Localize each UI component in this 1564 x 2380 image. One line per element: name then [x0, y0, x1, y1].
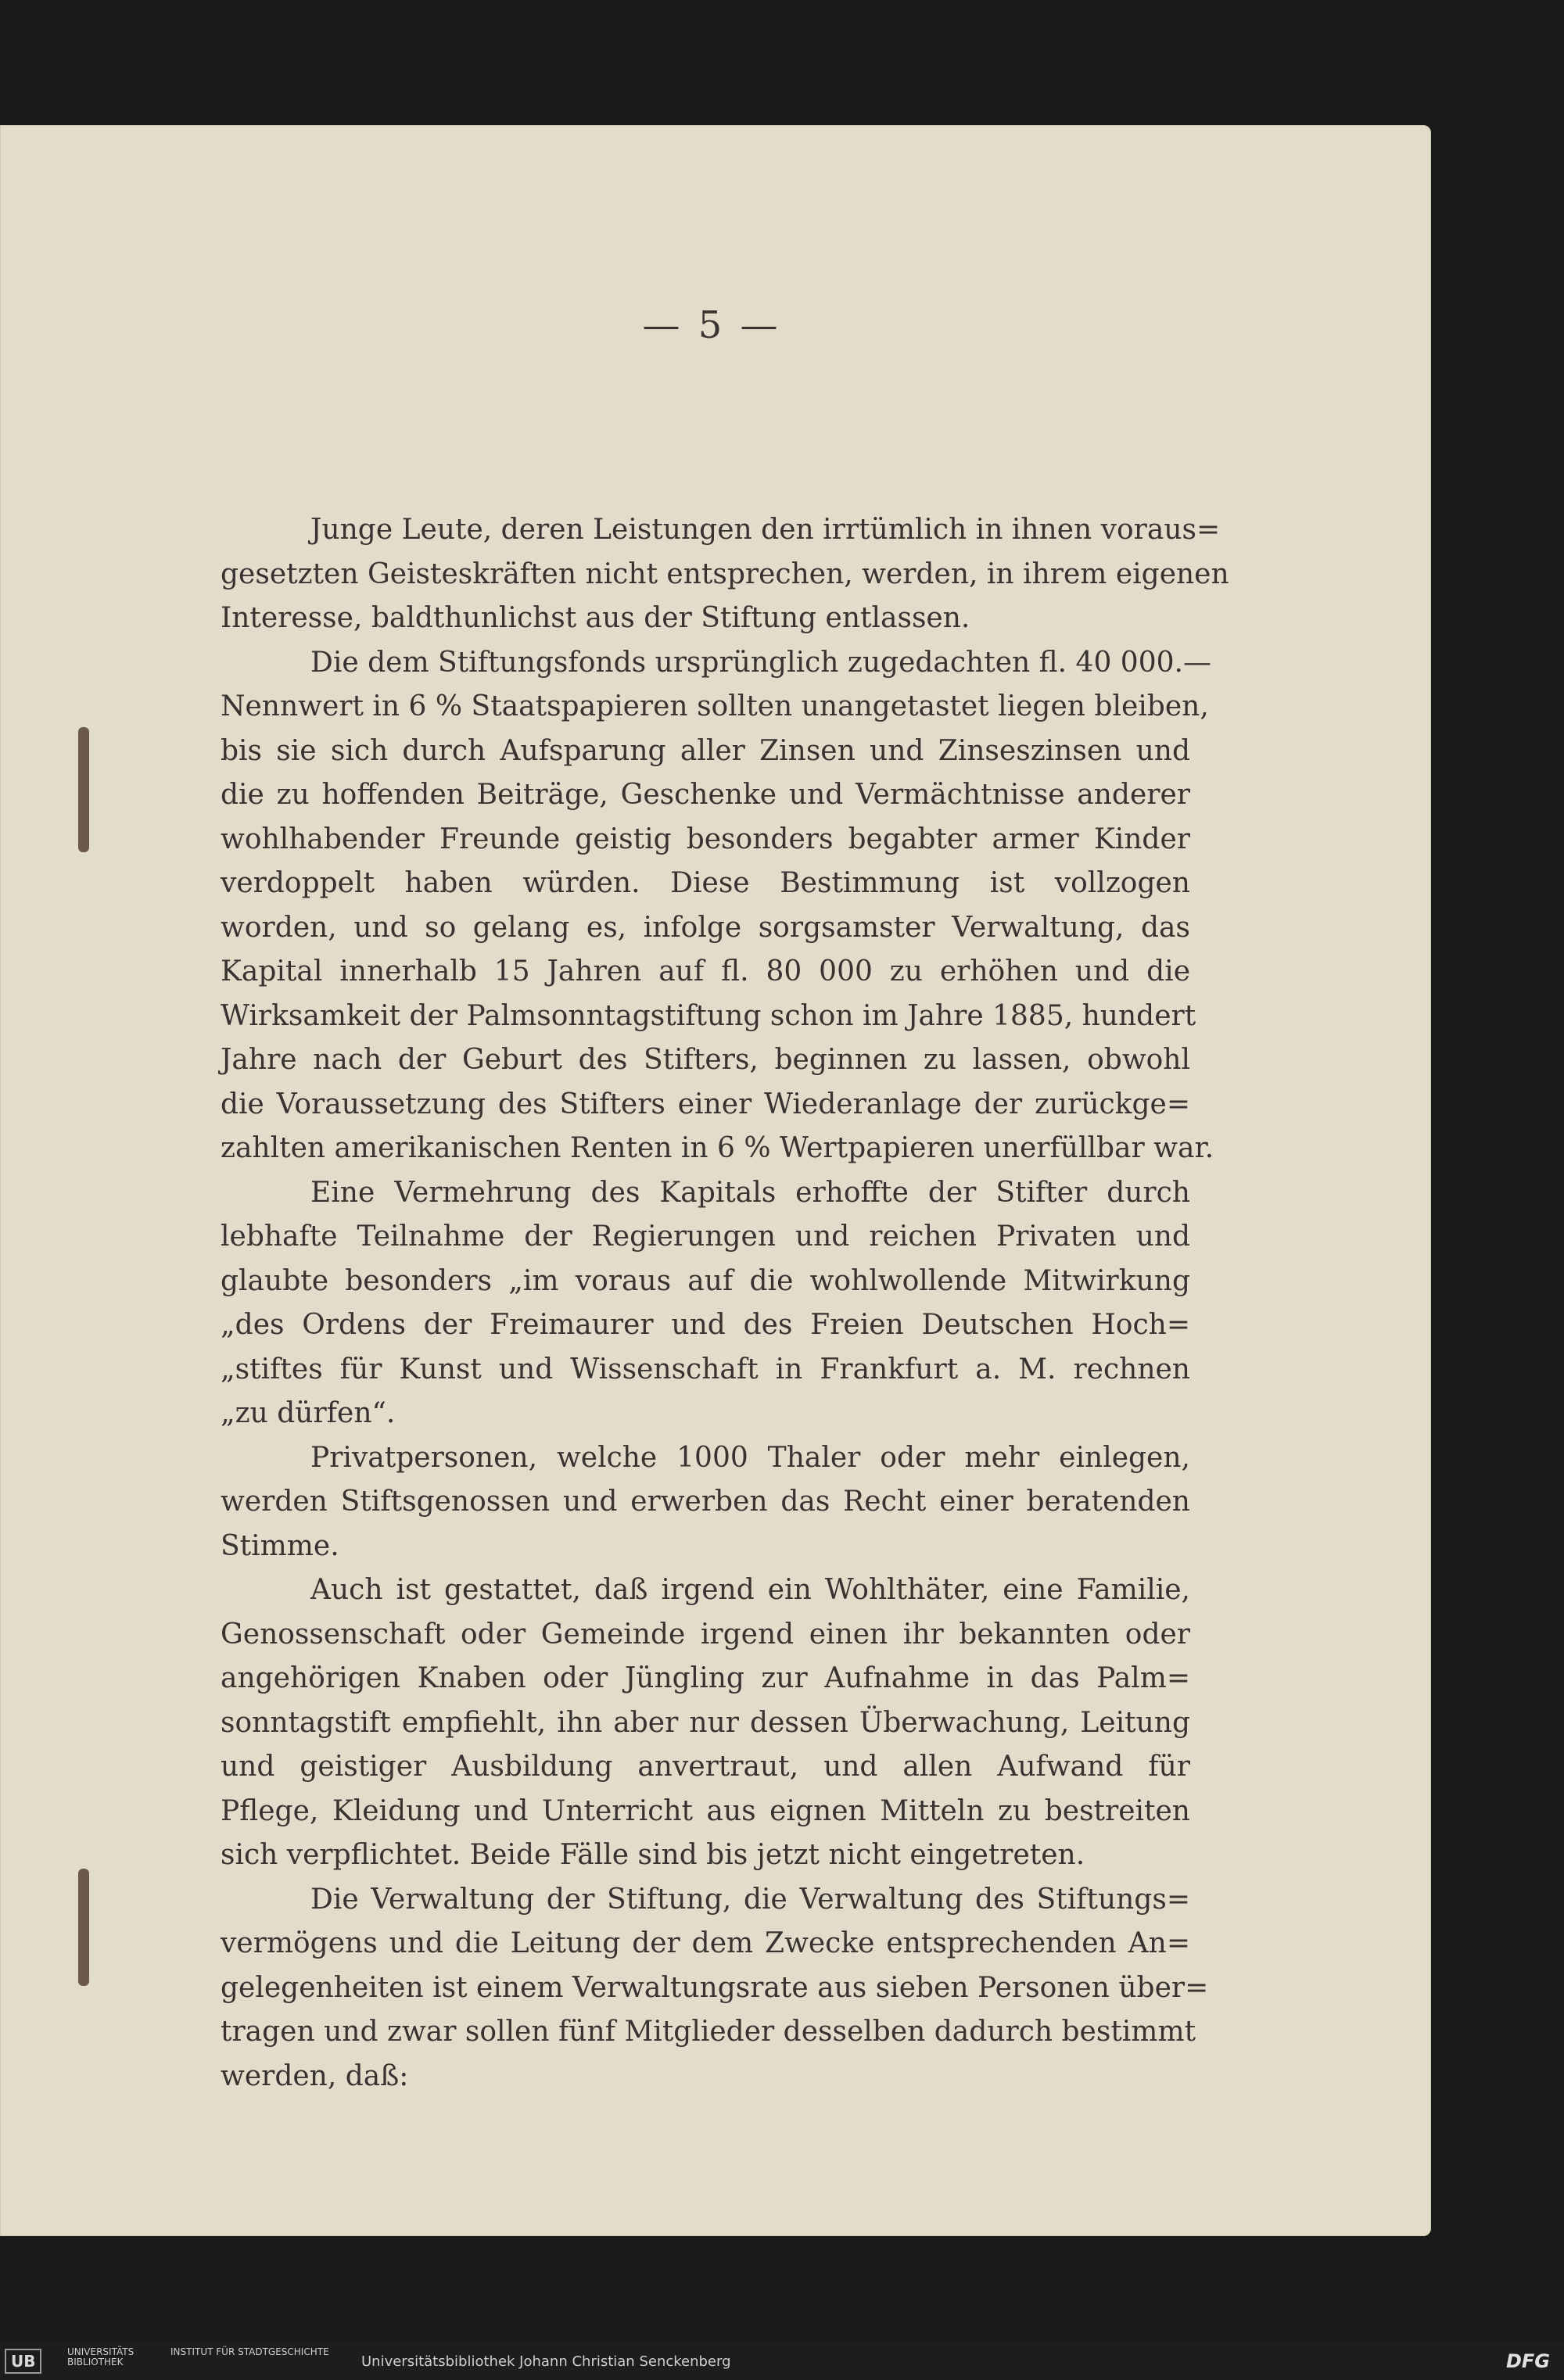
- text-line: tragen und zwar sollen fünf Mitglieder desselben dadurch bestimmt: [221, 2016, 1196, 2048]
- text-line: Auch ist gestattet, daß irgend ein Wohlthäter, eine Familie,: [310, 1574, 1190, 1606]
- institute-label: INSTITUT FÜR STADTGESCHICHTE: [170, 2346, 329, 2357]
- text-line: Wirksamkeit der Palmsonntagstiftung schon im Jahre 1885, hundert: [221, 999, 1196, 1032]
- text-line: Die Verwaltung der Stiftung, die Verwaltung des Stiftungs=: [310, 1883, 1190, 1916]
- text-line: Genossenschaft oder Gemeinde irgend einen ihr bekannten oder: [221, 1618, 1190, 1651]
- library-name: Universitätsbibliothek Johann Christian Senckenberg: [361, 2353, 731, 2370]
- binding-thread-bottom: [78, 1869, 89, 1986]
- text-line: Die dem Stiftungsfonds ursprünglich zugedachten fl. 40 000.—: [310, 646, 1211, 679]
- university-library-label: UNIVERSITÄTS BIBLIOTHEK: [67, 2346, 135, 2367]
- text-line: Privatpersonen, welche 1000 Thaler oder mehr einlegen,: [310, 1441, 1190, 1474]
- text-line: gesetzten Geisteskräften nicht entsprechen, werden, in ihrem eigenen: [221, 557, 1229, 590]
- text-line: „zu dürfen“.: [221, 1397, 396, 1429]
- text-line: lebhafte Teilnahme der Regierungen und reichen Privaten und: [221, 1220, 1190, 1253]
- text-line: werden, daß:: [221, 2059, 409, 2092]
- ub-logo: UB: [5, 2349, 41, 2374]
- text-line: verdoppelt haben würden. Diese Bestimmung ist vollzogen: [221, 867, 1190, 899]
- text-line: glaubte besonders „im voraus auf die wohlwollende Mitwirkung: [221, 1264, 1190, 1297]
- binding-thread-top: [78, 727, 89, 852]
- text-line: sonntagstift empfiehlt, ihn aber nur dessen Überwachung, Leitung: [221, 1706, 1190, 1739]
- text-line: vermögens und die Leitung der dem Zwecke entsprechenden An=: [221, 1927, 1190, 1959]
- text-line: Nennwert in 6 % Staatspapieren sollten unangetastet liegen bleiben,: [221, 690, 1209, 722]
- text-line: und geistiger Ausbildung anvertraut, und allen Aufwand für: [221, 1751, 1190, 1783]
- text-line: gelegenheiten ist einem Verwaltungsrate aus sieben Personen über=: [221, 1971, 1209, 2004]
- text-line: sich verpflichtet. Beide Fälle sind bis jetzt nicht eingetreten.: [221, 1839, 1085, 1871]
- text-line: Stimme.: [221, 1529, 339, 1562]
- page-number: — 5 —: [642, 303, 781, 347]
- text-line: Kapital innerhalb 15 Jahren auf fl. 80 000 zu erhöhen und die: [221, 955, 1190, 987]
- dfg-logo: DFG: [1505, 2350, 1550, 2372]
- text-line: die Voraussetzung des Stifters einer Wiederanlage der zurückge=: [221, 1088, 1190, 1120]
- text-line: Eine Vermehrung des Kapitals erhoffte der Stifter durch: [310, 1176, 1190, 1209]
- text-line: Junge Leute, deren Leistungen den irrtümlich in ihnen voraus=: [310, 514, 1221, 546]
- document-page: [0, 125, 1431, 2236]
- text-line: Interesse, baldthunlichst aus der Stiftung entlassen.: [221, 602, 970, 634]
- text-line: „stiftes für Kunst und Wissenschaft in Frankfurt a. M. rechnen: [221, 1353, 1190, 1385]
- text-line: Jahre nach der Geburt des Stifters, beginnen zu lassen, obwohl: [221, 1044, 1190, 1076]
- text-line: worden, und so gelang es, infolge sorgsamster Verwaltung, das: [221, 911, 1190, 944]
- body-text: [221, 508, 1229, 2099]
- text-line: bis sie sich durch Aufsparung aller Zinsen und Zinseszinsen und: [221, 734, 1190, 767]
- text-line: werden Stiftsgenossen und erwerben das Recht einer beratenden: [221, 1486, 1190, 1518]
- text-line: zahlten amerikanischen Renten in 6 % Wertpapieren unerfüllbar war.: [221, 1132, 1214, 1164]
- viewer-footer: [0, 2342, 1564, 2380]
- text-line: „des Ordens der Freimaurer und des Freien Deutschen Hoch=: [221, 1309, 1190, 1341]
- text-line: Pflege, Kleidung und Unterricht aus eignen Mitteln zu bestreiten: [221, 1794, 1190, 1827]
- text-line: wohlhabender Freunde geistig besonders begabter armer Kinder: [221, 823, 1190, 855]
- text-line: angehörigen Knaben oder Jüngling zur Aufnahme in das Palm=: [221, 1662, 1190, 1694]
- text-line: die zu hoffenden Beiträge, Geschenke und Vermächtnisse anderer: [221, 779, 1190, 811]
